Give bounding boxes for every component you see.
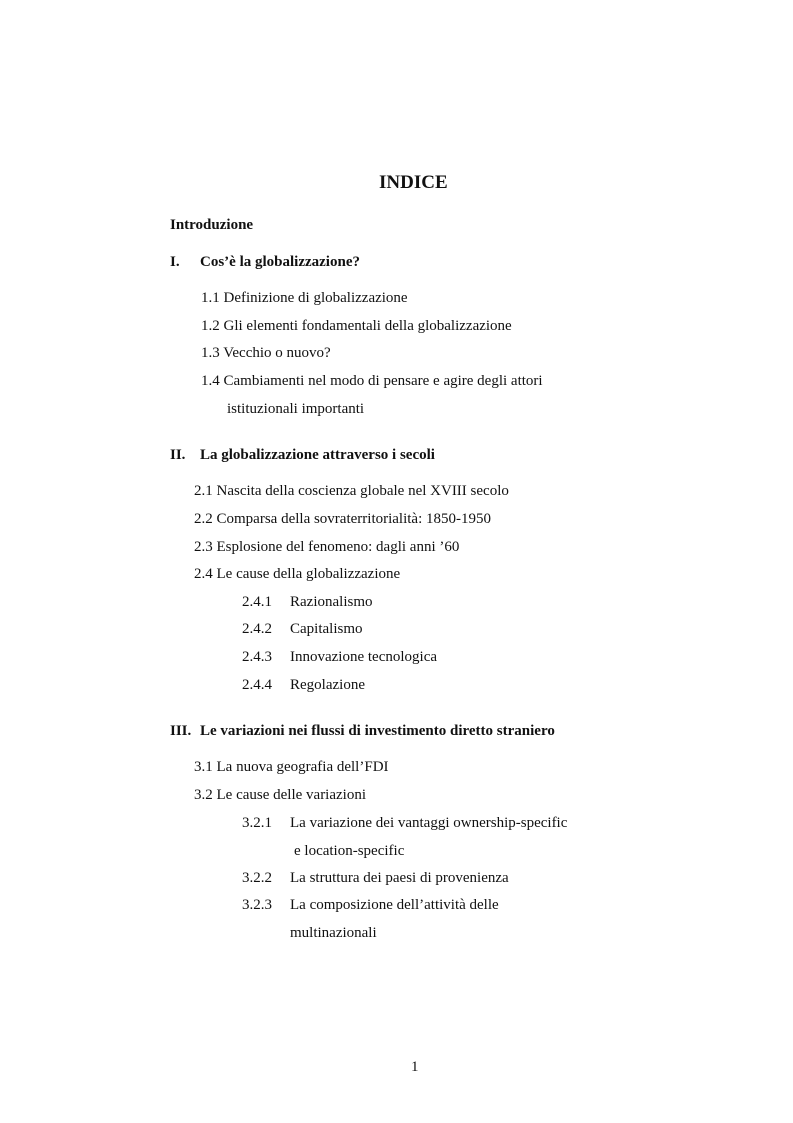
toc-entry-2-4: 2.4 Le cause della globalizzazione — [194, 566, 401, 582]
toc-entry-1-3: 1.3 Vecchio o nuovo? — [201, 345, 331, 361]
toc-subentry-title: Regolazione — [290, 677, 365, 693]
toc-introduction: Introduzione — [170, 217, 254, 233]
toc-subentry-number: 2.4.2 — [242, 621, 272, 637]
toc-subentry-continuation: e location-specific — [294, 843, 405, 859]
toc-entry-3-2: 3.2 Le cause delle variazioni — [194, 787, 367, 803]
toc-subentry-title: La struttura dei paesi di provenienza — [290, 870, 509, 886]
toc-entry-1-2: 1.2 Gli elementi fondamentali della globalizzazione — [201, 318, 512, 334]
toc-subentry-number: 2.4.3 — [242, 649, 272, 665]
toc-entry-2-3: 2.3 Esplosione del fenomeno: dagli anni ’60 — [194, 539, 460, 555]
toc-subentry-continuation: multinazionali — [290, 925, 377, 941]
toc-entry-3-1: 3.1 La nuova geografia dell’FDI — [194, 759, 389, 775]
toc-subentry-title: La composizione dell’attività delle — [290, 897, 499, 913]
toc-subentry-number: 3.2.3 — [242, 897, 272, 913]
toc-subentry-number: 2.4.4 — [242, 677, 272, 693]
chapter-3-title: Le variazioni nei flussi di investimento diretto straniero — [200, 723, 555, 739]
chapter-2-numeral: II. — [170, 447, 186, 463]
chapter-3-numeral: III. — [170, 723, 192, 739]
toc-entry-1-4-continuation: istituzionali importanti — [227, 401, 365, 417]
toc-entry-2-1: 2.1 Nascita della coscienza globale nel XVIII secolo — [194, 483, 509, 499]
chapter-2-title: La globalizzazione attraverso i secoli — [200, 447, 435, 463]
toc-subentry-number: 3.2.1 — [242, 815, 272, 831]
toc-subentry-number: 3.2.2 — [242, 870, 272, 886]
toc-subentry-title: Capitalismo — [290, 621, 363, 637]
page-title: INDICE — [379, 172, 448, 193]
toc-entry-1-1: 1.1 Definizione di globalizzazione — [201, 290, 408, 306]
chapter-1-title: Cos’è la globalizzazione? — [200, 254, 360, 270]
toc-entry-1-4: 1.4 Cambiamenti nel modo di pensare e agire degli attori — [201, 373, 543, 389]
toc-entry-2-2: 2.2 Comparsa della sovraterritorialità: 1850-1950 — [194, 511, 492, 527]
chapter-1-numeral: I. — [170, 254, 180, 270]
toc-subentry-number: 2.4.1 — [242, 594, 272, 610]
toc-subentry-title: La variazione dei vantaggi ownership-specific — [290, 815, 568, 831]
page-number: 1 — [411, 1059, 419, 1075]
toc-subentry-title: Razionalismo — [290, 594, 373, 610]
toc-subentry-title: Innovazione tecnologica — [290, 649, 438, 665]
